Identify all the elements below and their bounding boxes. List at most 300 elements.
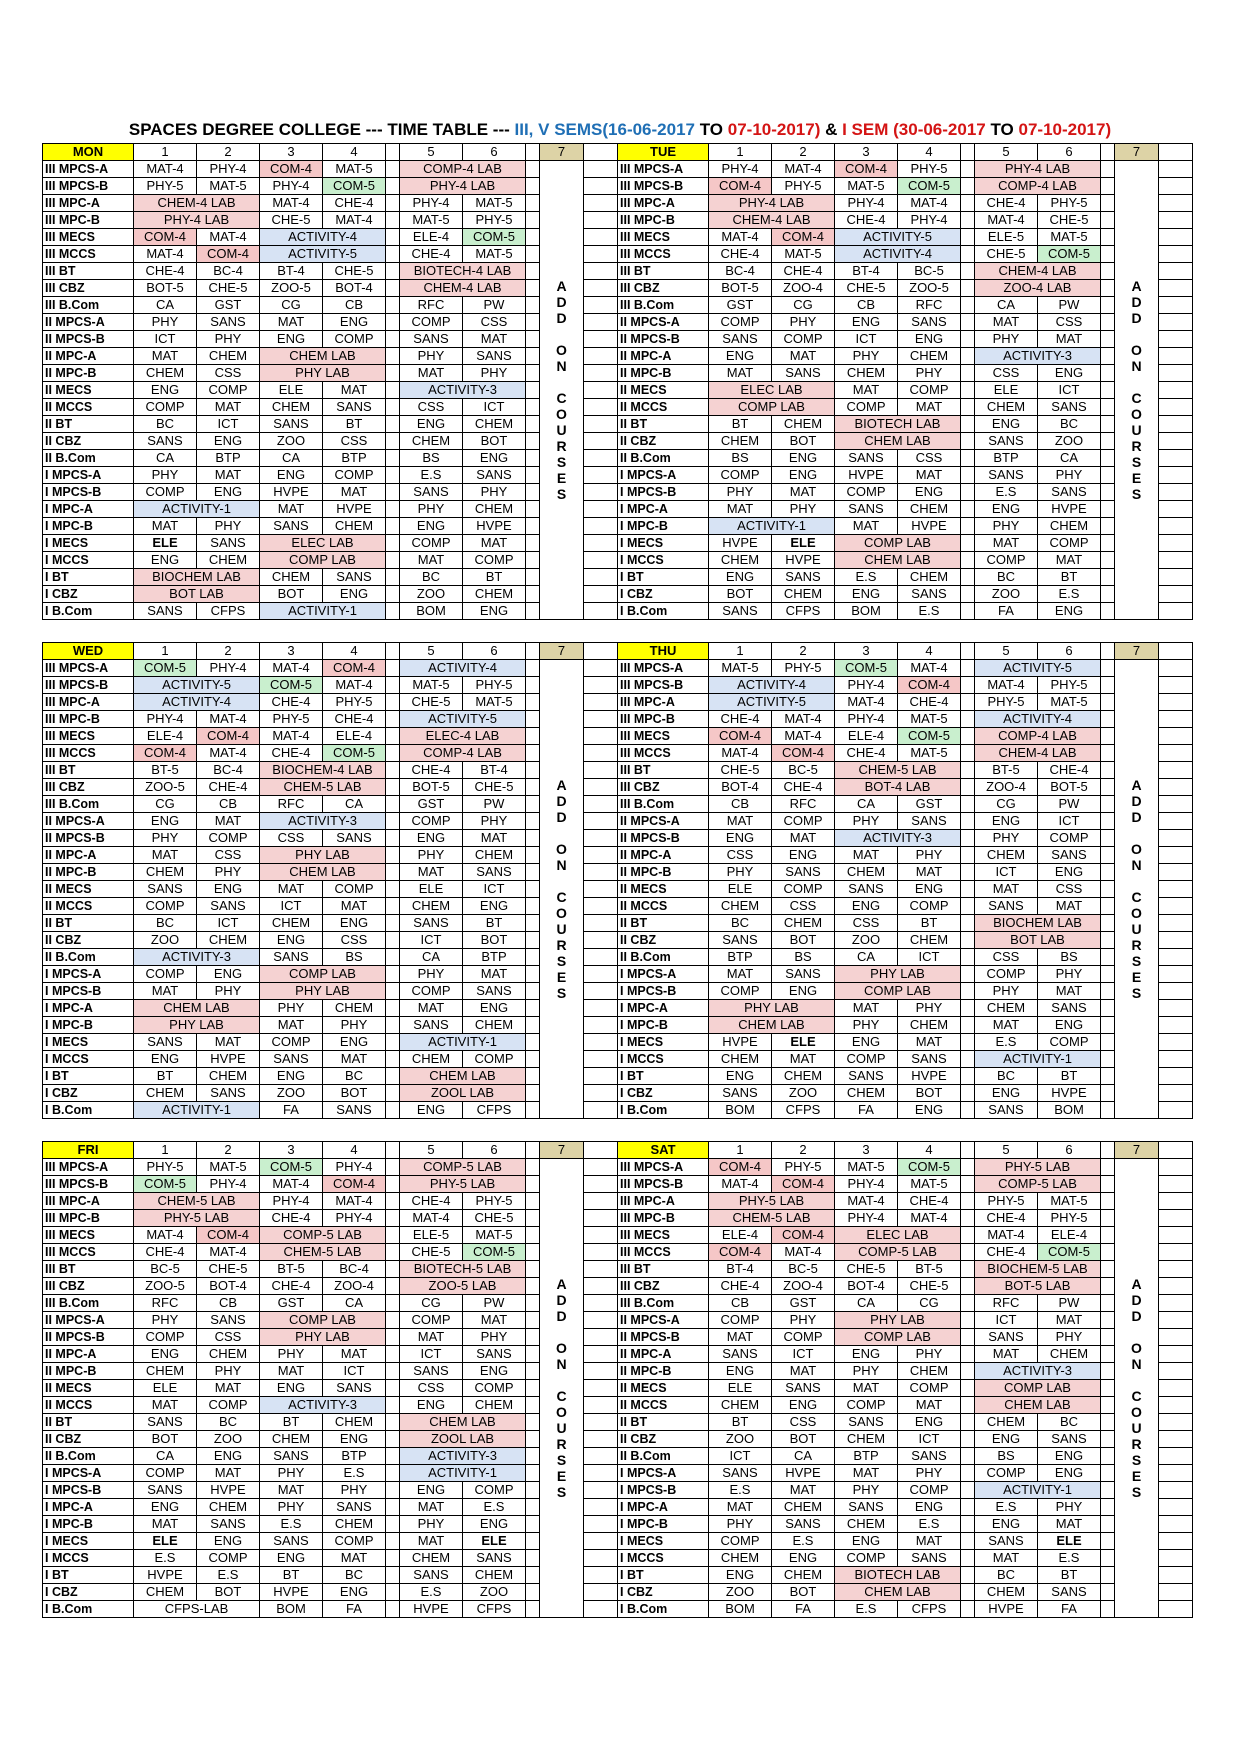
table-row	[43, 1244, 618, 1261]
gap	[386, 1159, 400, 1176]
subject-cell: PHY	[197, 331, 260, 348]
subject-cell: CHEM	[772, 416, 835, 433]
subject-cell: SANS	[772, 365, 835, 382]
subject-cell: CHEM	[197, 552, 260, 569]
subject-cell: COMP	[260, 1034, 323, 1051]
gap	[526, 535, 540, 552]
gap	[961, 229, 975, 246]
gap	[1101, 365, 1115, 382]
gap	[961, 1499, 975, 1516]
subject-cell: FA	[835, 1102, 898, 1119]
gap	[1101, 399, 1115, 416]
subject-cell: CHE-5	[260, 212, 323, 229]
subject-cell: SANS	[323, 830, 386, 847]
class-name: I MPC-A	[43, 501, 134, 518]
subject-cell: MAT	[400, 1329, 463, 1346]
gap	[1159, 365, 1193, 382]
gap	[1101, 212, 1115, 229]
subject-cell: BIOTECH-4 LAB	[400, 263, 526, 280]
gap	[1101, 1329, 1115, 1346]
gap	[526, 1034, 540, 1051]
subject-cell: MAT-4	[898, 1210, 961, 1227]
subject-cell: CHE-4	[400, 246, 463, 263]
subject-cell: BT	[1038, 1068, 1101, 1085]
class-name: III BT	[618, 263, 709, 280]
subject-cell: CHEM	[260, 1431, 323, 1448]
subject-cell: COM-4	[323, 1176, 386, 1193]
class-name: II MCCS	[618, 898, 709, 915]
subject-cell: BT	[1038, 569, 1101, 586]
gap	[961, 1017, 975, 1034]
gap	[584, 467, 618, 484]
subject-cell: CHEM-5 LAB	[134, 1193, 260, 1210]
gap	[1159, 161, 1193, 178]
class-name: III MPCS-B	[618, 1176, 709, 1193]
subject-cell: ACTIVITY-3	[400, 382, 526, 399]
table-row	[618, 1414, 1193, 1431]
table-row	[43, 178, 618, 195]
class-name: II MCCS	[618, 399, 709, 416]
subject-cell: CA	[835, 796, 898, 813]
subject-cell: ICT	[463, 399, 526, 416]
subject-cell: CHE-4	[260, 1210, 323, 1227]
subject-cell: PHY-5	[134, 1159, 197, 1176]
subject-cell: PHY-4 LAB	[400, 178, 526, 195]
subject-cell: HVPE	[709, 1034, 772, 1051]
subject-cell: COMP	[400, 983, 463, 1000]
subject-cell: ZOO	[197, 1431, 260, 1448]
subject-cell: COM-5	[323, 178, 386, 195]
subject-cell: CSS	[975, 365, 1038, 382]
gap	[1159, 1193, 1193, 1210]
table-row	[43, 1482, 618, 1499]
subject-cell: BOT	[463, 932, 526, 949]
subject-cell: MAT-4	[323, 677, 386, 694]
subject-cell: CHEM	[835, 365, 898, 382]
gap	[386, 643, 400, 660]
gap	[386, 212, 400, 229]
subject-cell: ENG	[323, 586, 386, 603]
table-row	[618, 314, 1193, 331]
class-name: III B.Com	[43, 297, 134, 314]
subject-cell: BC	[323, 1567, 386, 1584]
gap	[961, 1380, 975, 1397]
subject-cell: MAT	[197, 813, 260, 830]
table-row	[43, 1533, 618, 1550]
gap	[386, 1102, 400, 1119]
class-name: II MPC-B	[618, 1363, 709, 1380]
gap	[961, 830, 975, 847]
subject-cell: COMP	[709, 467, 772, 484]
table-row	[618, 535, 1193, 552]
subject-cell: ELE	[134, 535, 197, 552]
gap	[1101, 643, 1115, 660]
subject-cell: ENG	[898, 484, 961, 501]
subject-cell: E.S	[400, 1584, 463, 1601]
table-row	[43, 382, 618, 399]
subject-cell: CG	[134, 796, 197, 813]
subject-cell: ZOO	[835, 932, 898, 949]
subject-cell: CSS	[400, 1380, 463, 1397]
class-name: III CBZ	[618, 1278, 709, 1295]
subject-cell: COM-4	[772, 1176, 835, 1193]
subject-cell: COM-4	[898, 677, 961, 694]
subject-cell: SANS	[898, 1448, 961, 1465]
gap	[526, 144, 540, 161]
period-header: 3	[260, 643, 323, 660]
gap	[526, 1465, 540, 1482]
subject-cell: CHEM	[197, 1068, 260, 1085]
table-row	[43, 1431, 618, 1448]
class-name: II B.Com	[618, 949, 709, 966]
gap	[584, 1034, 618, 1051]
gap	[1159, 416, 1193, 433]
subject-cell: MAT-4	[323, 212, 386, 229]
subject-cell: MAT-5	[323, 161, 386, 178]
subject-cell: E.S	[463, 1499, 526, 1516]
subject-cell: BT	[260, 1414, 323, 1431]
table-row	[618, 745, 1193, 762]
addon-courses-label: A D D O N C O U R S E S	[1115, 161, 1159, 620]
subject-cell: MAT	[1038, 1516, 1101, 1533]
subject-cell: BT-4	[709, 1261, 772, 1278]
period-header: 6	[1038, 643, 1101, 660]
subject-cell: PHY	[197, 518, 260, 535]
table-row	[43, 966, 618, 983]
subject-cell: MAT	[709, 1499, 772, 1516]
class-name: II MECS	[618, 1380, 709, 1397]
gap	[961, 603, 975, 620]
subject-cell: ELE	[709, 881, 772, 898]
gap	[1101, 229, 1115, 246]
gap	[584, 1244, 618, 1261]
subject-cell: SANS	[709, 603, 772, 620]
gap	[584, 847, 618, 864]
subject-cell: CHEM	[134, 1584, 197, 1601]
table-row	[43, 1584, 618, 1601]
subject-cell: PW	[1038, 297, 1101, 314]
gap	[961, 552, 975, 569]
subject-cell: CHEM	[197, 932, 260, 949]
subject-cell: CHE-5	[975, 246, 1038, 263]
subject-cell: CHEM	[134, 864, 197, 881]
subject-cell: ELE-4	[835, 728, 898, 745]
gap	[584, 949, 618, 966]
table-row	[618, 915, 1193, 932]
class-name: I MPC-A	[618, 1000, 709, 1017]
subject-cell: ICT	[260, 898, 323, 915]
subject-cell: ENG	[709, 1363, 772, 1380]
gap	[386, 796, 400, 813]
subject-cell: ICT	[898, 949, 961, 966]
subject-cell: ELE-4	[400, 229, 463, 246]
gap	[961, 847, 975, 864]
class-name: III MPC-A	[618, 195, 709, 212]
table-row	[43, 660, 618, 677]
subject-cell: MAT-5	[835, 1159, 898, 1176]
table-row	[618, 1448, 1193, 1465]
gap	[961, 1034, 975, 1051]
gap	[584, 1227, 618, 1244]
gap	[526, 1516, 540, 1533]
table-row	[43, 1085, 618, 1102]
class-name: II MPC-B	[43, 365, 134, 382]
gap	[1101, 1142, 1115, 1159]
gap	[1101, 603, 1115, 620]
table-row	[618, 178, 1193, 195]
table-row	[43, 1448, 618, 1465]
period-header: 2	[197, 144, 260, 161]
gap	[526, 1102, 540, 1119]
subject-cell: SANS	[197, 1085, 260, 1102]
gap	[1159, 382, 1193, 399]
gap	[386, 1550, 400, 1567]
subject-cell: ELE	[772, 1034, 835, 1051]
gap	[526, 1363, 540, 1380]
subject-cell: MAT-4	[772, 1244, 835, 1261]
subject-cell: COM-4	[260, 161, 323, 178]
subject-cell: CHEM	[463, 1567, 526, 1584]
subject-cell: CHEM	[400, 1051, 463, 1068]
subject-cell: BS	[323, 949, 386, 966]
table-row	[43, 1227, 618, 1244]
subject-cell: ENG	[1038, 1465, 1101, 1482]
subject-cell: BS	[400, 450, 463, 467]
subject-cell: ZOO	[772, 1085, 835, 1102]
gap	[1159, 711, 1193, 728]
gap	[526, 1142, 540, 1159]
gap	[526, 433, 540, 450]
gap	[584, 677, 618, 694]
subject-cell: PW	[463, 796, 526, 813]
class-name: II CBZ	[43, 1431, 134, 1448]
table-row	[618, 331, 1193, 348]
gap	[961, 643, 975, 660]
gap	[1101, 161, 1115, 178]
subject-cell: BIOTECH LAB	[835, 1567, 961, 1584]
gap	[1101, 864, 1115, 881]
gap	[1101, 263, 1115, 280]
subject-cell: COMP	[134, 1465, 197, 1482]
table-row	[43, 694, 618, 711]
subject-cell: ENG	[772, 1550, 835, 1567]
subject-cell: CSS	[975, 949, 1038, 966]
subject-cell: E.S	[709, 1482, 772, 1499]
class-name: III BT	[618, 762, 709, 779]
subject-cell: PHY-4	[260, 1193, 323, 1210]
gap	[526, 1085, 540, 1102]
class-name: II CBZ	[618, 932, 709, 949]
gap	[386, 263, 400, 280]
subject-cell: HVPE	[197, 1051, 260, 1068]
subject-cell: SANS	[134, 433, 197, 450]
subject-cell: PW	[463, 297, 526, 314]
class-name: II MPCS-B	[618, 830, 709, 847]
subject-cell: MAT	[323, 1550, 386, 1567]
gap	[1159, 501, 1193, 518]
gap	[1101, 830, 1115, 847]
table-row	[618, 501, 1193, 518]
subject-cell: ENG	[898, 1102, 961, 1119]
subject-cell: CHEM	[323, 518, 386, 535]
subject-cell: BC-4	[709, 263, 772, 280]
table-row	[618, 1102, 1193, 1119]
gap	[1159, 1550, 1193, 1567]
gap	[961, 1102, 975, 1119]
subject-cell: CHEM	[260, 569, 323, 586]
subject-cell: FA	[975, 603, 1038, 620]
table-row	[618, 1261, 1193, 1278]
gap	[584, 1017, 618, 1034]
subject-cell: MAT	[260, 1482, 323, 1499]
subject-cell: PHY	[134, 1312, 197, 1329]
subject-cell: CHEM	[134, 1363, 197, 1380]
gap	[584, 711, 618, 728]
table-row	[43, 1017, 618, 1034]
table-row	[43, 1329, 618, 1346]
subject-cell: E.S	[1038, 1550, 1101, 1567]
gap	[1101, 1465, 1115, 1482]
class-name: III MPCS-B	[618, 178, 709, 195]
gap	[961, 1244, 975, 1261]
subject-cell: MAT	[260, 1363, 323, 1380]
subject-cell: CHEM	[835, 1516, 898, 1533]
gap	[526, 1414, 540, 1431]
gap	[1101, 694, 1115, 711]
gap	[584, 762, 618, 779]
gap	[386, 501, 400, 518]
gap	[386, 1034, 400, 1051]
gap	[386, 1363, 400, 1380]
subject-cell: CHEM	[709, 433, 772, 450]
subject-cell: CHE-5	[835, 280, 898, 297]
subject-cell: ACTIVITY-3	[260, 1397, 386, 1414]
subject-cell: PHY-5	[134, 178, 197, 195]
gap	[526, 263, 540, 280]
subject-cell: PHY	[709, 484, 772, 501]
gap	[1101, 348, 1115, 365]
subject-cell: CHEM	[898, 1017, 961, 1034]
subject-cell: SANS	[400, 1363, 463, 1380]
subject-cell: PHY-5	[260, 711, 323, 728]
class-name: II MCCS	[618, 1397, 709, 1414]
subject-cell: CHEM	[323, 1516, 386, 1533]
gap	[1159, 1244, 1193, 1261]
subject-cell: MAT-4	[772, 728, 835, 745]
gap	[961, 1142, 975, 1159]
class-name: II MPCS-B	[618, 1329, 709, 1346]
gap	[961, 1346, 975, 1363]
subject-cell: MAT-4	[835, 694, 898, 711]
subject-cell: MAT-5	[400, 212, 463, 229]
subject-cell: CHE-4	[197, 779, 260, 796]
class-name: II MECS	[618, 382, 709, 399]
subject-cell: CHEM	[463, 847, 526, 864]
subject-cell: CSS	[709, 847, 772, 864]
subject-cell: CHE-5	[197, 280, 260, 297]
subject-cell: MAT-5	[463, 246, 526, 263]
subject-cell: CHEM	[975, 1000, 1038, 1017]
gap	[386, 1312, 400, 1329]
subject-cell: SANS	[835, 1414, 898, 1431]
subject-cell: PHY	[134, 830, 197, 847]
subject-cell: ENG	[323, 1584, 386, 1601]
gap	[386, 314, 400, 331]
gap	[1159, 552, 1193, 569]
subject-cell: ENG	[898, 1499, 961, 1516]
gap	[961, 1516, 975, 1533]
gap	[584, 1312, 618, 1329]
subject-cell: SANS	[835, 881, 898, 898]
subject-cell: COM-5	[134, 1176, 197, 1193]
subject-cell: ENG	[323, 1431, 386, 1448]
subject-cell: CHEM LAB	[134, 1000, 260, 1017]
table-row	[43, 586, 618, 603]
subject-cell: SANS	[1038, 1584, 1101, 1601]
table-row	[618, 779, 1193, 796]
subject-cell: BC	[323, 1068, 386, 1085]
subject-cell: ELE	[975, 382, 1038, 399]
period-header: 5	[400, 1142, 463, 1159]
day-label: SAT	[618, 1142, 709, 1159]
gap	[584, 552, 618, 569]
subject-cell: CHEM	[975, 1584, 1038, 1601]
subject-cell: ACTIVITY-1	[975, 1482, 1101, 1499]
gap	[961, 983, 975, 1000]
gap	[1159, 1159, 1193, 1176]
subject-cell: CHEM	[709, 1051, 772, 1068]
subject-cell: BT-4	[463, 762, 526, 779]
class-name: II B.Com	[43, 450, 134, 467]
class-name: I MPC-B	[618, 1516, 709, 1533]
subject-cell: ENG	[197, 433, 260, 450]
subject-cell: MAT	[323, 484, 386, 501]
table-row	[43, 1397, 618, 1414]
subject-cell: ENG	[1038, 864, 1101, 881]
gap	[526, 1533, 540, 1550]
table-row	[618, 677, 1193, 694]
subject-cell: MAT	[197, 1465, 260, 1482]
subject-cell: ENG	[400, 518, 463, 535]
class-name: I MPCS-A	[43, 1465, 134, 1482]
subject-cell: HVPE	[772, 1465, 835, 1482]
gap	[526, 1584, 540, 1601]
class-name: I MPCS-B	[618, 1482, 709, 1499]
subject-cell: MAT-4	[197, 711, 260, 728]
gap	[1159, 677, 1193, 694]
subject-cell: PHY-4	[835, 1176, 898, 1193]
addon-courses-label: A D D O N C O U R S E S	[1115, 1159, 1159, 1618]
subject-cell: CHE-4	[400, 1193, 463, 1210]
subject-cell: ELE-4	[1038, 1227, 1101, 1244]
class-name: III BT	[43, 1261, 134, 1278]
subject-cell: COMP-4 LAB	[975, 728, 1101, 745]
subject-cell: SANS	[463, 1550, 526, 1567]
subject-cell: BOT	[709, 586, 772, 603]
table-row	[43, 161, 618, 178]
subject-cell: CHE-4	[260, 745, 323, 762]
gap	[526, 1482, 540, 1499]
gap	[1159, 779, 1193, 796]
subject-cell: ACTIVITY-1	[134, 1102, 260, 1119]
gap	[584, 1210, 618, 1227]
table-row	[43, 745, 618, 762]
gap	[584, 1102, 618, 1119]
table-row	[43, 280, 618, 297]
subject-cell: PHY	[400, 348, 463, 365]
class-name: I CBZ	[618, 1085, 709, 1102]
subject-cell: CHEM	[898, 932, 961, 949]
